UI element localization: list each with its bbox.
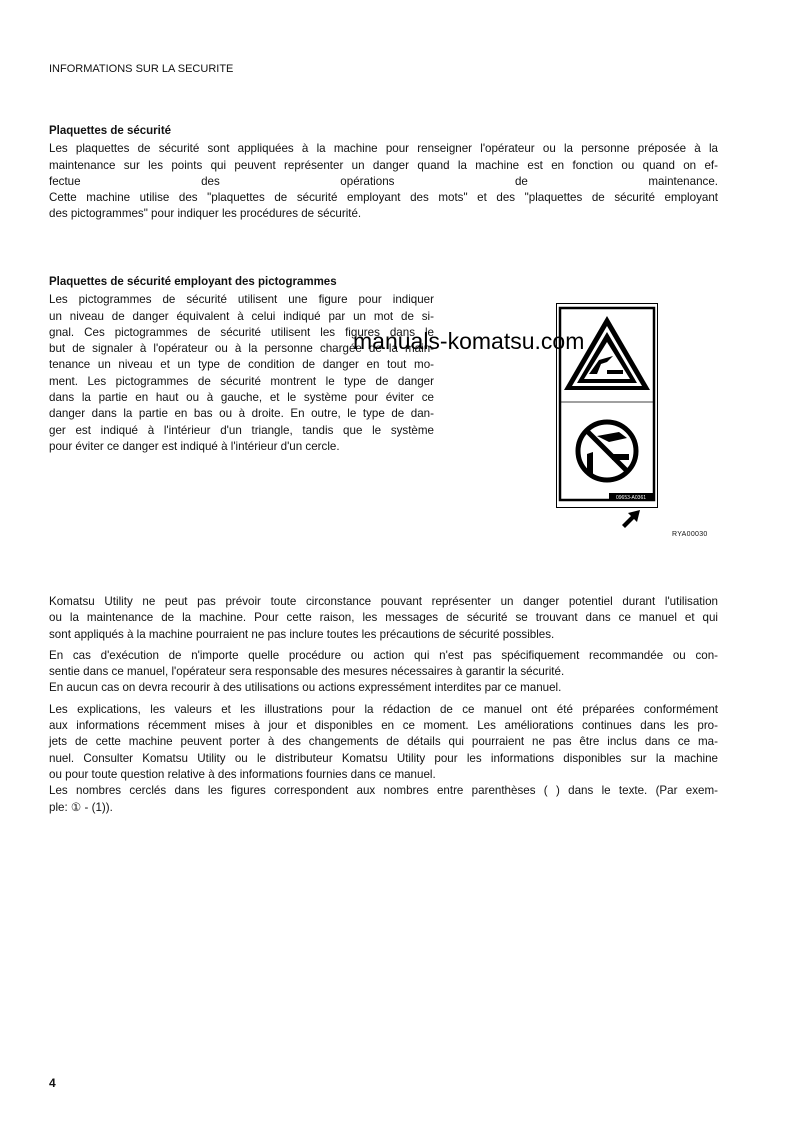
paragraph (49, 783, 718, 816)
text-line: un niveau de danger équivalent à celui indiqué par un mot de si- (49, 309, 434, 323)
section-title: Plaquettes de sécurité (49, 125, 172, 137)
section-pictogram-plates (49, 274, 434, 460)
paragraph (49, 141, 718, 222)
text-line: fectue des opérations de maintenance. (49, 174, 718, 188)
paragraph (49, 648, 718, 681)
text-line: Les plaquettes de sécurité sont appliquées à la machine pour renseigner l'opérateur ou la personne préposée à la (49, 142, 718, 156)
text-line: En aucun cas on devra recourir à des utilisations ou actions expressément interdites par ce manuel. (49, 681, 562, 695)
text-line: Les explications, les valeurs et les illustrations pour la rédaction de ce manuel ont été préparées conformément (49, 702, 718, 716)
page-number: 4 (49, 1076, 56, 1090)
label-code: 09653-A0361 (615, 495, 647, 501)
page-header: INFORMATIONS SUR LA SECURITE (49, 63, 234, 75)
text-line: maintenance sur les points qui peuvent représenter un danger quand la machine est en fonction ou quand on ef- (49, 158, 718, 172)
watermark: manuals-komatsu.com (353, 328, 585, 354)
text-line: pour éviter ce danger est indiqué à l'intérieur d'un cercle. (49, 439, 340, 453)
text-line: ou la maintenance de la machine. Pour cette raison, les messages de sécurité se trouvant dans ce manuel et qui (49, 611, 718, 625)
paragraph (49, 702, 718, 783)
text-line: dans la partie en haut ou à gauche, et le système pour éviter ce (49, 391, 434, 405)
figure-caption: RYA00030 (672, 531, 708, 538)
section-body (49, 292, 434, 455)
text-line: ment. Les pictogrammes de sécurité montrent le type de danger (49, 374, 434, 388)
text-line: ger est indiqué à l'intérieur d'un triangle, tandis que le système (49, 423, 434, 437)
prohibition-circle-icon (578, 422, 636, 480)
text-line: aux informations récemment mises à jour et disponibles en ce moment. Les améliorations continues dans les pro- (49, 719, 718, 733)
section-body (49, 141, 718, 222)
arrow-icon (620, 508, 642, 530)
text-line: jets de cette machine peuvent porter à des changements de détails qui pourraient ne pas être inclus dans ce ma- (49, 735, 718, 749)
text-line: but de signaler à l'opérateur ou à la personne chargée de la main- (49, 342, 434, 356)
text-line: sont appliqués à la machine pourraient ne pas inclure toutes les précautions de sécurité possibles. (49, 627, 555, 641)
section-disclaimer (49, 594, 718, 821)
text-line: nuel. Consulter Komatsu Utility ou le distributeur Komatsu Utility pour les informations disponibles sur la machine (49, 751, 718, 765)
text-line: gnal. Ces pictogrammes de sécurité utilisent les figures dans le (49, 325, 434, 339)
section-title: Plaquettes de sécurité employant des pictogrammes (49, 276, 337, 288)
paragraph (49, 680, 718, 696)
text-line: des pictogrammes" pour indiquer les procédures de sécurité. (49, 207, 362, 221)
text-line: danger dans la partie en bas ou à droite. En outre, le type de dan- (49, 407, 434, 421)
text-line: Les pictogrammes de sécurité utilisent une figure pour indiquer (49, 293, 434, 307)
section-body (49, 594, 718, 816)
text-line: Komatsu Utility ne peut pas prévoir toute circonstance pouvant représenter un danger potentiel durant l'utilisation (49, 595, 718, 608)
text-line: En cas d'exécution de n'importe quelle procédure ou action qui n'est pas spécifiquement recommandée ou con- (49, 648, 718, 662)
section-safety-plates (49, 123, 718, 228)
text-line: Cette machine utilise des "plaquettes de sécurité employant des mots" et des "plaquettes de sécurité employant (49, 191, 718, 205)
text-line: sentie dans ce manuel, l'opérateur sera responsable des mesures nécessaires à garantir la sécurité. (49, 665, 565, 679)
text-line: ple: ① - (1)). (49, 800, 113, 814)
text-line: tenance un niveau et un type de condition de danger en tout mo- (49, 358, 434, 372)
text-line: Les nombres cerclés dans les figures correspondent aux nombres entre parenthèses ( ) dans le texte. (Par exem- (49, 784, 718, 798)
paragraph (49, 594, 718, 643)
paragraph (49, 292, 434, 455)
text-line: ou pour toute question relative à des informations fournies dans ce manuel. (49, 767, 436, 781)
